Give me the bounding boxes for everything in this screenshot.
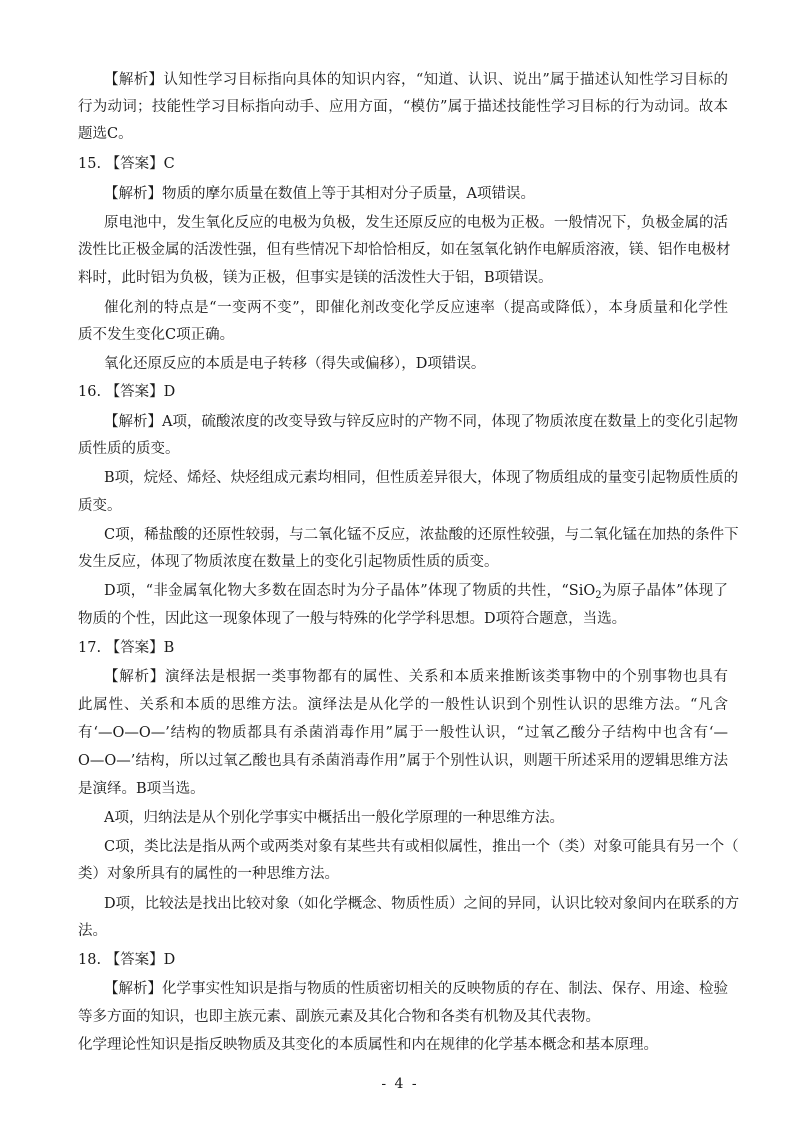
text-segment: 为原子晶体”体现了 bbox=[601, 583, 728, 599]
paragraph-line: C项，类比法是指从两个或两类对象有某些共有或相似属性，推出一个（类）对象可能具有另一个（ bbox=[104, 839, 739, 855]
paragraph-line: B项，烷烃、烯烃、炔烃组成元素均相同，但性质差异很大，体现了物质组成的量变引起物质性质的 bbox=[104, 470, 739, 486]
paragraph-line: 法。 bbox=[78, 923, 107, 939]
answer-heading: 17. 【答案】B bbox=[78, 640, 175, 656]
paragraph-line: 有‘—O—O—’结构的物质都具有杀菌消毒作用”属于一般性认识，“过氧乙酸分子结构中也含有‘— bbox=[78, 725, 728, 741]
answer-heading: 15. 【答案】C bbox=[78, 156, 175, 172]
paragraph-line: 质性质的质变。 bbox=[78, 441, 180, 457]
paragraph-line: 【解析】演绎法是根据一类事物都有的属性、关系和本质来推断该类事物中的个别事物也具有 bbox=[104, 669, 728, 685]
paragraph-line: C项，稀盐酸的还原性较弱，与二氧化锰不反应，浓盐酸的还原性较强，与二氧化锰在加热的条件下 bbox=[104, 527, 739, 543]
answer-heading: 16. 【答案】D bbox=[78, 384, 176, 400]
paragraph-line: 泼性比正极金属的活泼性强，但有些情况下却恰恰相反，如在氢氧化钠作电解质溶液，镁、铝作电极材 bbox=[78, 242, 731, 258]
paragraph-line: 物质的个性，因此这一现象体现了一般与特殊的化学学科思想。D项符合题意，当选。 bbox=[78, 611, 627, 627]
paragraph-line: 题选C。 bbox=[78, 126, 133, 142]
paragraph-line bbox=[104, 581, 728, 601]
paragraph-line: 氧化还原反应的本质是电子转移（得失或偏移），D项错误。 bbox=[104, 356, 486, 372]
paragraph-line: D项，比较法是找出比较对象（如化学概念、物质性质）之间的异同，认识比较对象间内在联系的方 bbox=[104, 896, 740, 912]
paragraph-line: 催化剂的特点是“一变两不变”，即催化剂改变化学反应速率（提高或降低），本身质量和化学性 bbox=[104, 300, 728, 316]
paragraph-line: 是演绎。B项当选。 bbox=[78, 781, 205, 797]
page-number: - 4 - bbox=[381, 1076, 419, 1092]
answer-heading: 18. 【答案】D bbox=[78, 952, 176, 968]
subscript: 2 bbox=[595, 590, 602, 601]
paragraph-line: 等多方面的知识，也即主族元素、副族元素及其化合物和各类有机物及其代表物。 bbox=[78, 1009, 600, 1025]
paragraph-line: 【解析】化学事实性知识是指与物质的性质密切相关的反映物质的存在、制法、保存、用途、检验 bbox=[104, 981, 728, 997]
paragraph-line: 【解析】A项，硫酸浓度的改变导致与锌反应时的产物不同，体现了物质浓度在数量上的变化引起物 bbox=[104, 414, 738, 430]
paragraph-line: A项，归纳法是从个别化学事实中概括出一般化学原理的一种思维方法。 bbox=[104, 810, 564, 826]
paragraph-line: 质变。 bbox=[78, 498, 122, 514]
paragraph-line: 发生反应，体现了物质浓度在数量上的变化引起物质性质的质变。 bbox=[78, 554, 499, 570]
paragraph-line: O—O—’结构，所以过氧乙酸也具有杀菌消毒作用”属于个别性认识，则题干所述采用的逻辑思维方法 bbox=[78, 753, 728, 769]
paragraph-line: 行为动词；技能性学习目标指向动手、应用方面，“模仿”属于描述技能性学习目标的行为动词。故本 bbox=[78, 99, 728, 115]
paragraph-line: 类）对象所具有的属性的一种思维方法。 bbox=[78, 866, 339, 882]
paragraph-line: 原电池中，发生氧化反应的电极为负极，发生还原反应的电极为正极。一般情况下，负极金属的活 bbox=[104, 215, 728, 231]
paragraph-line: 料时，此时铝为负极，镁为正极，但事实是镁的活泼性大于铝，B项错误。 bbox=[78, 270, 553, 286]
paragraph-line: 【解析】物质的摩尔质量在数值上等于其相对分子质量，A项错误。 bbox=[104, 186, 535, 202]
paragraph-line: 质不发生变化C项正确。 bbox=[78, 327, 235, 343]
paragraph-line: 此属性、关系和本质的思维方法。演绎法是从化学的一般性认识到个别性认识的思维方法。“凡含 bbox=[78, 697, 728, 713]
text-segment: D项，“非金属氧化物大多数在固态时为分子晶体”体现了物质的共性，“SiO bbox=[104, 583, 596, 599]
paragraph-line: 【解析】认知性学习目标指向具体的知识内容，“知道、认识、说出”属于描述认知性学习目标的 bbox=[104, 72, 728, 88]
paragraph-line: 化学理论性知识是指反映物质及其变化的本质属性和内在规律的化学基本概念和基本原理。 bbox=[78, 1037, 658, 1053]
